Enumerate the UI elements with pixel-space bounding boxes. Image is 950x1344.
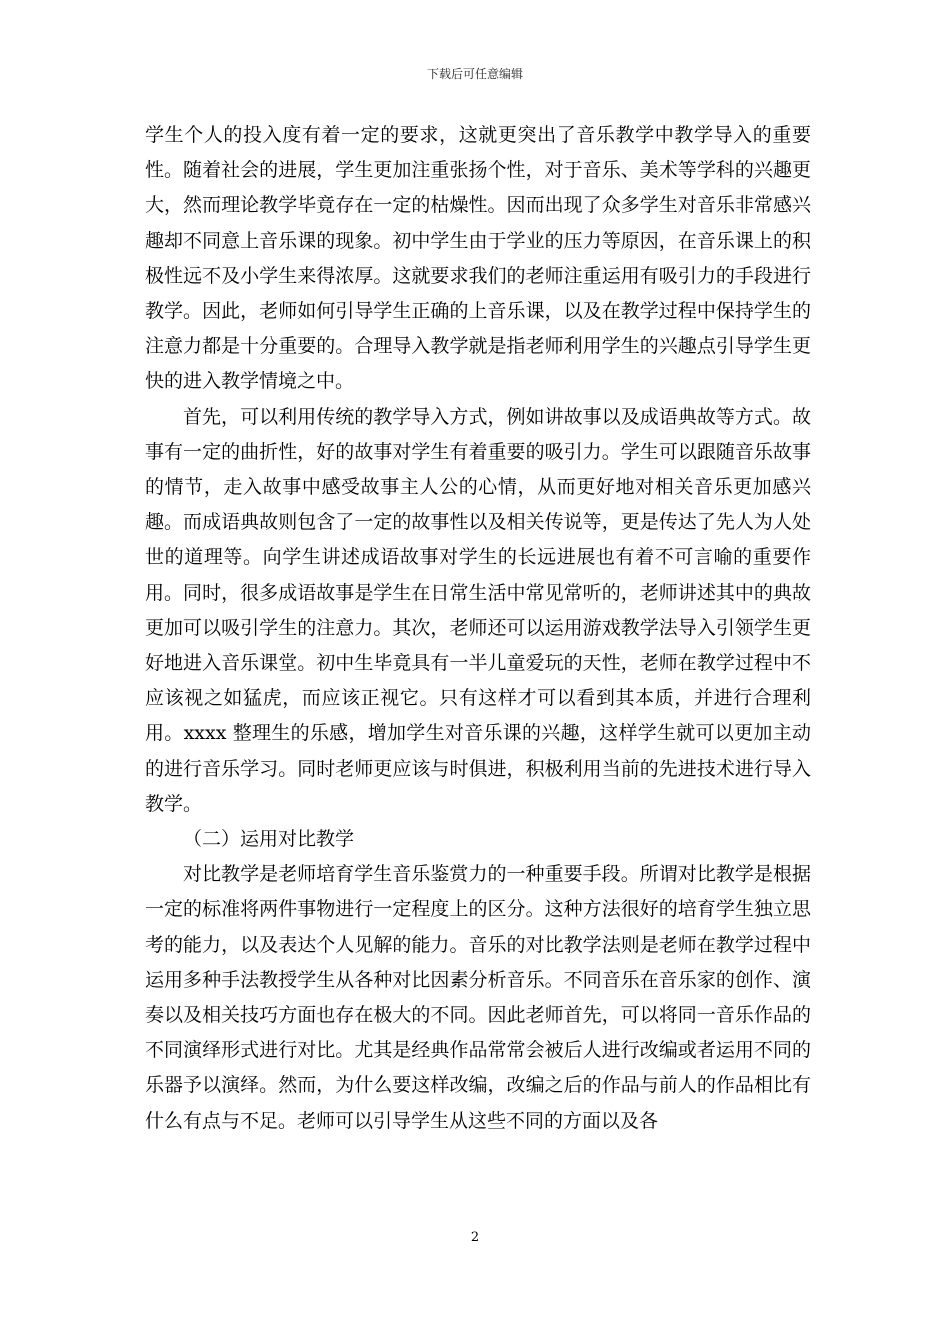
page-number: 2 — [470, 1230, 480, 1245]
paragraph-traditional-intro: 首先，可以利用传统的教学导入方式，例如讲故事以及成语典故等方式。故事有一定的曲折性，好的故事对学生有着重要的吸引力。学生可以跟随音乐故事的情节，走入故事中感受故事主人公的心情，从而更好地对相关音乐更加感兴趣。而成语典故则包含了一定的故事性以及相关传说等，更是传达了先人为人处世的道理等。向学生讲述成语故事对学生的长远进展也有着不可言喻的重要作用。同时，很多成语故事是学生在日常生活中常见常听的，老师讲述其中的典故更加可以吸引学生的注意力。其次，老师还可以运用游戏教学法导入引领学生更好地进入音乐课堂。初中生毕竟具有一半儿童爱玩的天性，老师在教学过程中不应该视之如猛虎，而应该正视它。只有这样才可以看到其本质，并进行合理利用。xxxx 整理生的乐感，增加学生对音乐课的兴趣，这样学生就可以更加主动的进行音乐学习。同时老师更应该与时俱进，积极利用当前的先进技术进行导入教学。 — [145, 405, 811, 815]
paragraph-contrast-teaching: 对比教学是老师培育学生音乐鉴赏力的一种重要手段。所谓对比教学是根据一定的标准将两件事物进行一定程度上的区分。这种方法很好的培育学生独立思考的能力，以及表达个人见解的能力。音乐的对比教学法则是老师在教学过程中运用多种手法教授学生从各种对比因素分析音乐。不同音乐在音乐家的创作、演奏以及相关技巧方面也存在极大的不同。因此老师首先，可以将同一音乐作品的不同演绎形式进行对比。尤其是经典作品常常会被后人进行改编或者运用不同的乐器予以演绎。然而，为什么要这样改编，改编之后的作品与前人的作品相比有什么有点与不足。老师可以引导学生从这些不同的方面以及各 — [145, 863, 811, 1132]
paragraph-continuation: 学生个人的投入度有着一定的要求，这就更突出了音乐教学中教学导入的重要性。随着社会的进展，学生更加注重张扬个性，对于音乐、美术等学科的兴趣更大，然而理论教学毕竟存在一定的枯燥性。因而出现了众多学生对音乐非常感兴趣却不同意上音乐课的现象。初中学生由于学业的压力等原因，在音乐课上的积极性远不及小学生来得浓厚。这就要求我们的老师注重运用有吸引力的手段进行教学。因此，老师如何引导学生正确的上音乐课，以及在教学过程中保持学生的注意力都是十分重要的。合理导入教学就是指老师利用学生的兴趣点引导学生更快的进入教学情境之中。 — [145, 124, 811, 393]
section-heading-contrast-teaching: （二）运用对比教学 — [183, 828, 355, 851]
document-body — [145, 118, 811, 1139]
page-header: 下载后可任意编辑 — [426, 67, 523, 81]
